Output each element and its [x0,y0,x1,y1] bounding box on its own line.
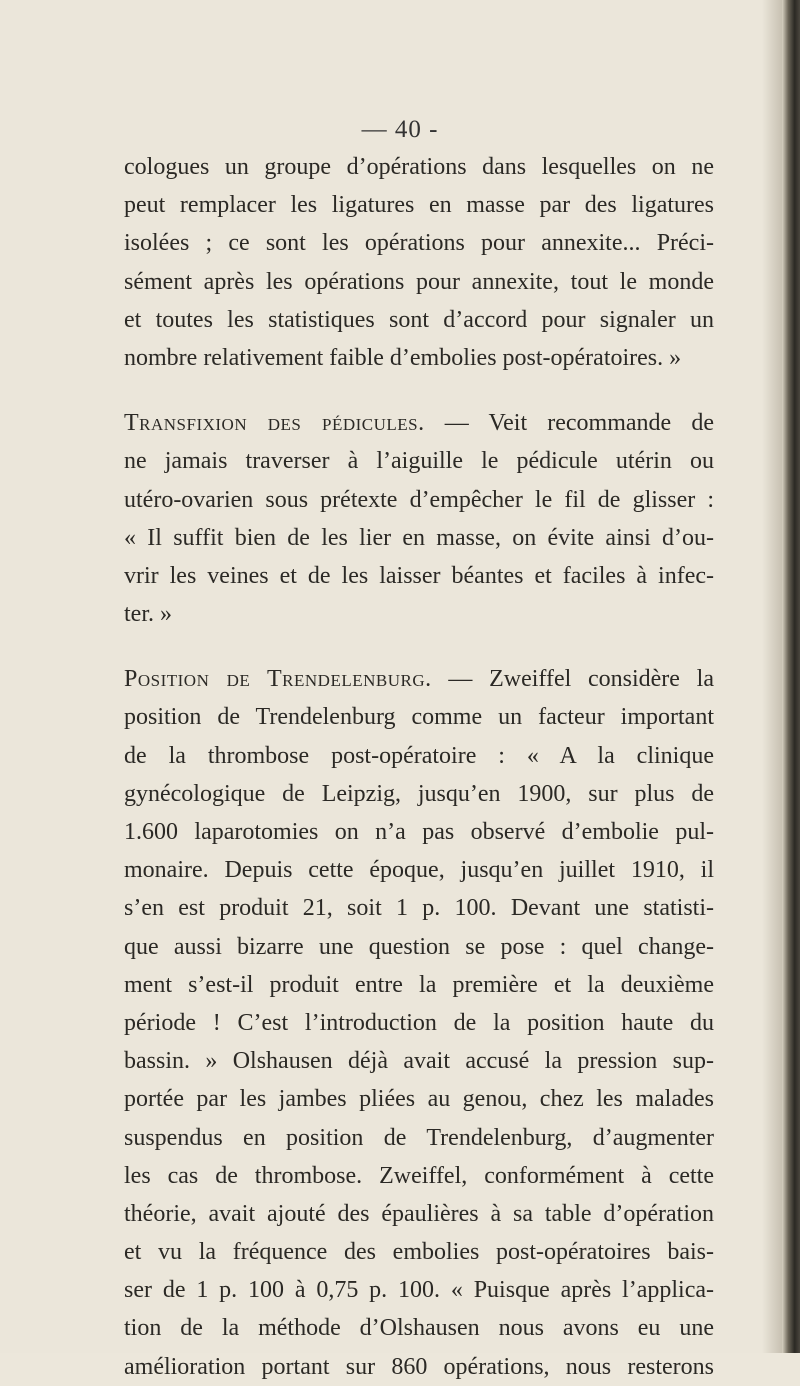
paragraph-trendelenburg [124,660,714,1386]
text-line: et vu la fréquence des embolies post-opératoires bais- [124,1239,714,1266]
text-line: de la thrombose post-opératoire : « A la clinique [124,742,714,769]
paragraph-transfixion [124,404,714,633]
text-line [124,660,714,698]
text-line: suspendus en position de Trendelenburg, d’augmenter [124,1124,714,1151]
text-line: période ! C’est l’introduction de la position haute du [124,1009,714,1036]
text-line: position de Trendelenburg comme un facteur important [124,704,714,731]
text-line: amélioration portant sur 860 opérations, nous resterons [124,1353,714,1380]
text-line: isolées ; ce sont les opérations pour annexite... Préci- [124,230,714,257]
text-line: vrir les veines et de les laisser béantes et faciles à infec- [124,562,714,589]
section-heading-trendelenburg: Position de Trendelenburg. [124,666,432,693]
text-line: tion de la méthode d’Olshausen nous avons eu une [124,1315,714,1342]
text-line: les cas de thrombose. Zweiffel, conformément à cette [124,1162,714,1189]
paragraph-gap [124,633,714,660]
text-line: s’en est produit 21, soit 1 p. 100. Devant une statisti- [124,895,714,922]
text-line: gynécologique de Leipzig, jusqu’en 1900, sur plus de [124,780,714,807]
text-line: sément après les opérations pour annexite, tout le monde [124,268,714,295]
page-number: — 40 - [361,116,439,143]
text-line: nombre relativement faible d’embolies post-opératoires. » [124,344,682,371]
text-line: cologues un groupe d’opérations dans lesquelles on ne [124,154,714,180]
page-shadow [762,0,782,1353]
book-binding-edge [782,0,800,1353]
text-line: ser de 1 p. 100 à 0,75 p. 100. « Puisque après l’applica- [124,1277,714,1304]
paragraph-gap [124,377,714,404]
text-line: ment s’est-il produit entre la première et la deuxième [124,971,714,998]
text-line: et toutes les statistiques sont d’accord pour signaler un [124,306,714,333]
text-line: théorie, avait ajouté des épaulières à sa table d’opération [124,1200,714,1227]
text-line: ter. » [124,601,172,628]
text-line-rest: — Veit recommande de [424,410,714,437]
paragraph-annexite [124,148,714,377]
text-line-rest: — Zweiffel considère la [431,666,714,693]
text-line: que aussi bizarre une question se pose : quel change- [124,933,714,960]
text-line: utéro-ovarien sous prétexte d’empêcher le fil de glisser : [124,486,714,513]
text-line [124,404,714,442]
text-line: bassin. » Olshausen déjà avait accusé la pression sup- [124,1048,714,1075]
body-text [124,148,714,1386]
text-line: 1.600 laparotomies on n’a pas observé d’embolie pul- [124,819,714,845]
text-line: ne jamais traverser à l’aiguille le pédicule utérin ou [124,448,714,475]
text-line: portée par les jambes pliées au genou, chez les malades [124,1086,714,1113]
section-heading-transfixion: Transfixion des pédicules. [124,410,425,437]
text-line: peut remplacer les ligatures en masse par des ligatures [124,192,714,219]
text-line: « Il suffit bien de les lier en masse, on évite ainsi d’ou- [124,524,714,551]
text-line: monaire. Depuis cette époque, jusqu’en juillet 1910, il [124,857,714,884]
